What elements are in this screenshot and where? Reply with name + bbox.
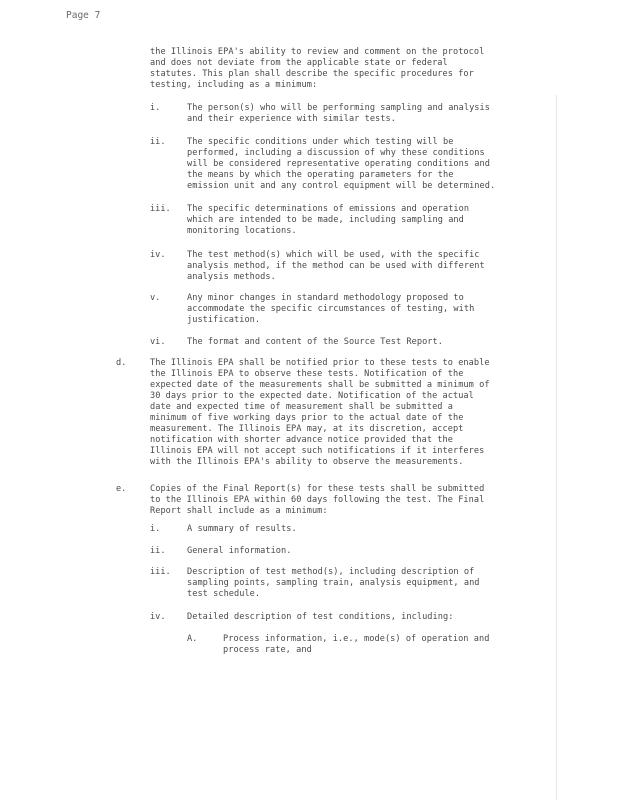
margin-rule — [556, 95, 557, 800]
list-marker: ii. — [150, 137, 166, 147]
list-marker: iii. — [150, 204, 171, 214]
section-e-paragraph: Copies of the Final Report(s) for these tests shall be submitted to the Illinois EPA within 60 days following the test. The Final Report shall include as a minimum: — [150, 484, 485, 516]
sub-list-marker: A. — [187, 634, 198, 644]
list-item-text: The person(s) who will be performing sampling and analysis and their experience with similar tests. — [187, 103, 490, 124]
list-item-text: The format and content of the Source Test Report. — [187, 337, 443, 347]
list-marker: i. — [150, 524, 161, 534]
list-marker: iv. — [150, 612, 166, 622]
section-d-paragraph: The Illinois EPA shall be notified prior to these tests to enable the Illinois EPA to observe these tests. Notification of the expected date of the measurements shall be submitted a minimum of 30 days prior to the expected date. Notification of the actual date and expected time of measurement shall be submitted a minimum of five working days prior to the actual date of the measurement. The Illinois EPA may, at its discretion, accept notification with shorter advance notice provided that the Illinois EPA will not accept such notifications if it interferes with the Illinois EPA's ability to observe the measurements. — [150, 358, 490, 467]
list-item-text: Any minor changes in standard methodology proposed to accommodate the specific circumstances of testing, with justification. — [187, 293, 475, 325]
list-marker: v. — [150, 293, 161, 303]
list-marker: ii. — [150, 546, 166, 556]
list-marker: i. — [150, 103, 161, 113]
list-marker: vi. — [150, 337, 166, 347]
section-marker-d: d. — [116, 358, 127, 368]
page-number-header: Page 7 — [66, 10, 101, 21]
list-item-text: The specific determinations of emissions and operation which are intended to be made, including sampling and monitoring locations. — [187, 204, 470, 236]
list-item-text: The specific conditions under which testing will be performed, including a discussion of why these conditions will be considered representative operating conditions and the means by which the operating parameters for the emission unit and any control equipment will be determined. — [187, 137, 496, 191]
list-item-text: The test method(s) which will be used, with the specific analysis method, if the method can be used with different analysis methods. — [187, 250, 485, 282]
list-marker: iii. — [150, 567, 171, 577]
section-marker-e: e. — [116, 484, 127, 494]
list-item-text: General information. — [187, 546, 292, 556]
list-item-text: A summary of results. — [187, 524, 297, 534]
list-item-text: Detailed description of test conditions, including: — [187, 612, 454, 622]
list-item-text: Description of test method(s), including description of sampling points, sampling train, analysis equipment, and test schedule. — [187, 567, 480, 599]
intro-paragraph: the Illinois EPA's ability to review and comment on the protocol and does not deviate from the applicable state or federal statutes. This plan shall describe the specific procedures for testing, including as a minimum: — [150, 47, 485, 90]
sub-list-item-text: Process information, i.e., mode(s) of operation and process rate, and — [223, 634, 490, 655]
list-marker: iv. — [150, 250, 166, 260]
